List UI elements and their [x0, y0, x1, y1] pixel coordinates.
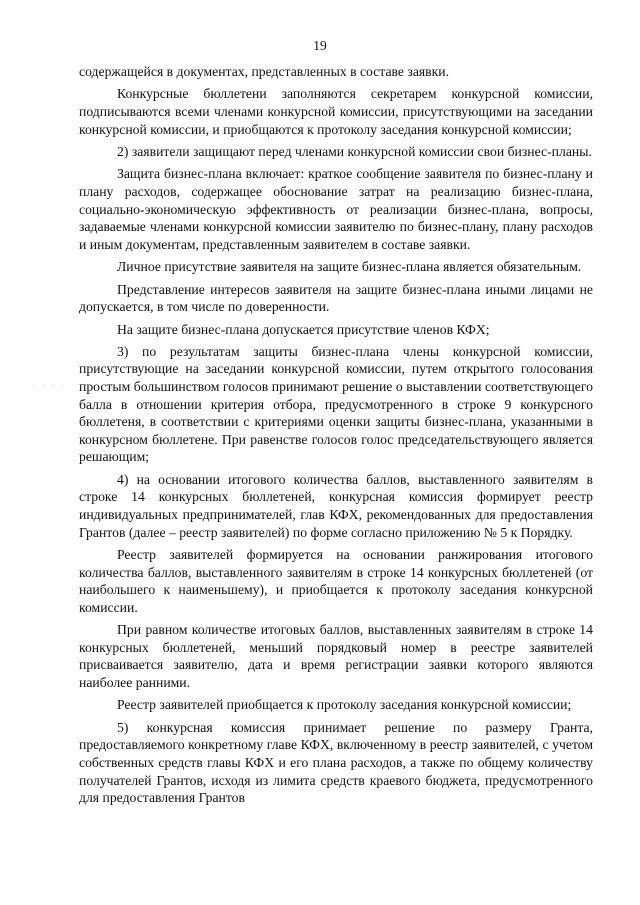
- scan-artifact: · · · ·: [32, 382, 67, 392]
- paragraph-defense-content: Защита бизнес-плана включает: краткое сообщение заявителя по бизнес-плану и плану расходов, содержащее обоснование затрат на реализацию бизнес-плана, социально-экономическую эффективность от реализации бизнес-плана, вопросы, задаваемые членами конкурсной комиссии заявителю по бизнес-плану, плану расходов и иным документам, представленным заявителем в составе заявки.: [79, 166, 593, 252]
- paragraph-equal-scores: При равном количестве итоговых баллов, выставленных заявителям в строке 14 конкурсных бюллетеней, меньший порядковый номер в реестре заявителей присваивается заявителю, дата и время регистрации заявки которого являются наиболее ранними.: [79, 622, 593, 690]
- paragraph-personal-presence: Личное присутствие заявителя на защите бизнес-плана является обязательным.: [117, 259, 582, 275]
- document-body: [79, 63, 593, 812]
- paragraph-registry-ranking: Реестр заявителей формируется на основании ранжирования итогового количества баллов, выставленного заявителям в строке 14 конкурсных бюллетеней (от наибольшего к наименьшему), и приобщается к протоколу заседания конкурсной комиссии.: [79, 547, 593, 615]
- paragraph-kfh-members: На защите бизнес-плана допускается присутствие членов КФХ;: [117, 321, 490, 337]
- page-number: 19: [313, 38, 327, 53]
- paragraph-item-5: 5) конкурсная комиссия принимает решение по размеру Гранта, предоставляемого конкретному главе КФХ, включенному в реестр заявителей, с учетом собственных средств главы КФХ и его плана расходов, а также по общему количеству получателей Грантов, исходя из лимита средств краевого бюджета, предусмотренного для предоставления Грантов: [79, 719, 593, 806]
- paragraph-ballots-signing: Конкурсные бюллетени заполняются секретарем конкурсной комиссии, подписываются всеми членами конкурсной комиссии, присутствующими на заседании конкурсной комиссии, и приобщаются к протоколу заседания конкурсной комиссии;: [79, 86, 593, 137]
- paragraph-registry-attached: Реестр заявителей приобщается к протоколу заседания конкурсной комиссии;: [117, 697, 572, 713]
- paragraph-item-3: 3) по результатам защиты бизнес-плана члены конкурсной комиссии, присутствующие на заседании конкурсной комиссии, путем открытого голосования простым большинством голосов принимают решение о выставлении соответствующего балла в отношении критерия отбора, предусмотренного в строке 9 конкурсного бюллетеня, в соответствии с критериями оценки защиты бизнес-плана, указанными в конкурсном бюллетене. При равенстве голосов голос председательствующего является решающим;: [79, 343, 593, 465]
- paragraph-continuation: содержащейся в документах, представленных в составе заявки.: [79, 64, 450, 79]
- paragraph-representation: Представление интересов заявителя на защите бизнес-плана иными лицами не допускается, в том числе по доверенности.: [79, 281, 593, 315]
- paragraph-item-4: 4) на основании итогового количества баллов, выставленного заявителям в строке 14 конкурсных бюллетеней, конкурсная комиссия формирует реестр индивидуальных предпринимателей, глав КФХ, рекомендованных для предоставления Грантов (далее – реестр заявителей) по форме согласно приложению № 5 к Порядку.: [79, 471, 593, 540]
- paragraph-item-2: 2) заявители защищают перед членами конкурсной комиссии свои бизнес-планы.: [117, 143, 592, 159]
